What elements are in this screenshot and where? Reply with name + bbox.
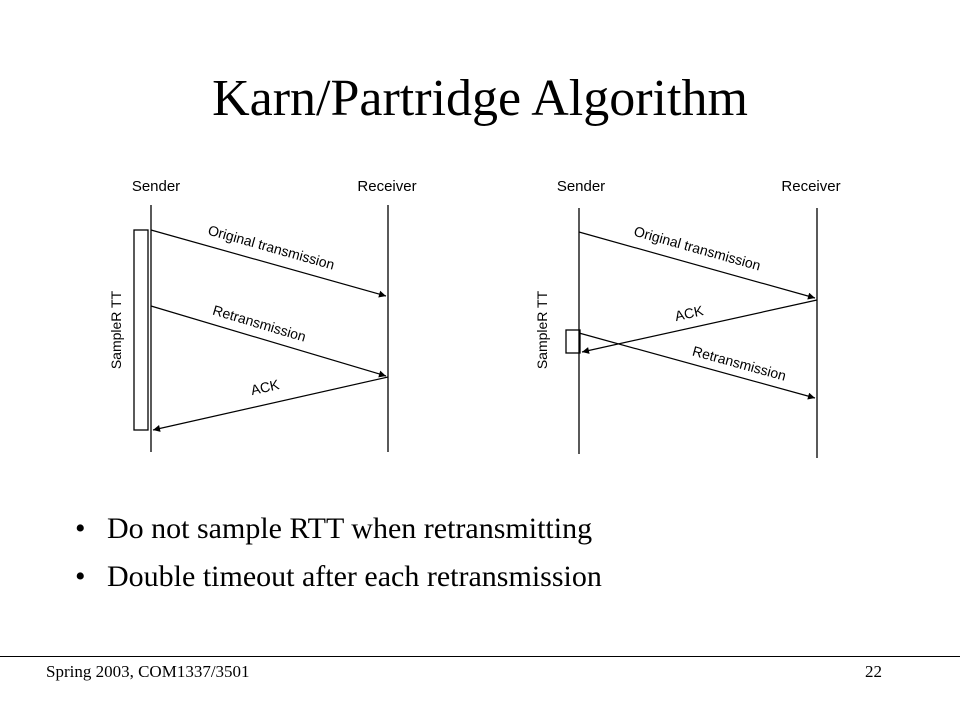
sample-rtt-label: SampleR TT <box>108 290 124 370</box>
original-transmission-label: Original transmission <box>206 221 337 273</box>
footer-course: Spring 2003, COM1337/3501 <box>46 662 250 681</box>
original-transmission-label: Original transmission <box>632 222 763 274</box>
receiver-label: Receiver <box>357 178 417 195</box>
footer-divider <box>0 656 960 657</box>
sender-label: Sender <box>556 178 606 195</box>
diagram-left <box>108 178 417 452</box>
ack-label: ACK <box>249 376 281 399</box>
bullet-item <box>75 505 602 553</box>
sample-rtt-bracket <box>566 330 580 353</box>
sample-rtt-bracket <box>134 230 148 430</box>
bullet-icon: • <box>75 512 86 545</box>
page-number: 22 <box>865 662 882 681</box>
sample-rtt-label: SampleR TT <box>534 290 550 370</box>
slide-title: Karn/Partridge Algorithm <box>212 70 748 127</box>
retransmission-label: Retransmission <box>210 301 308 345</box>
bullet-icon: • <box>75 560 86 593</box>
sender-label: Sender <box>131 178 181 195</box>
retransmission-label: Retransmission <box>690 342 788 384</box>
diagram-right <box>534 178 841 458</box>
bullet-item <box>75 553 602 601</box>
bullet-text: Do not sample RTT when retransmitting <box>107 512 593 545</box>
bullet-text: Double timeout after each retransmission <box>107 560 602 593</box>
bullet-list <box>75 505 602 601</box>
ack-label: ACK <box>673 302 705 325</box>
retransmission-arrow <box>151 306 386 376</box>
receiver-label: Receiver <box>781 178 841 195</box>
